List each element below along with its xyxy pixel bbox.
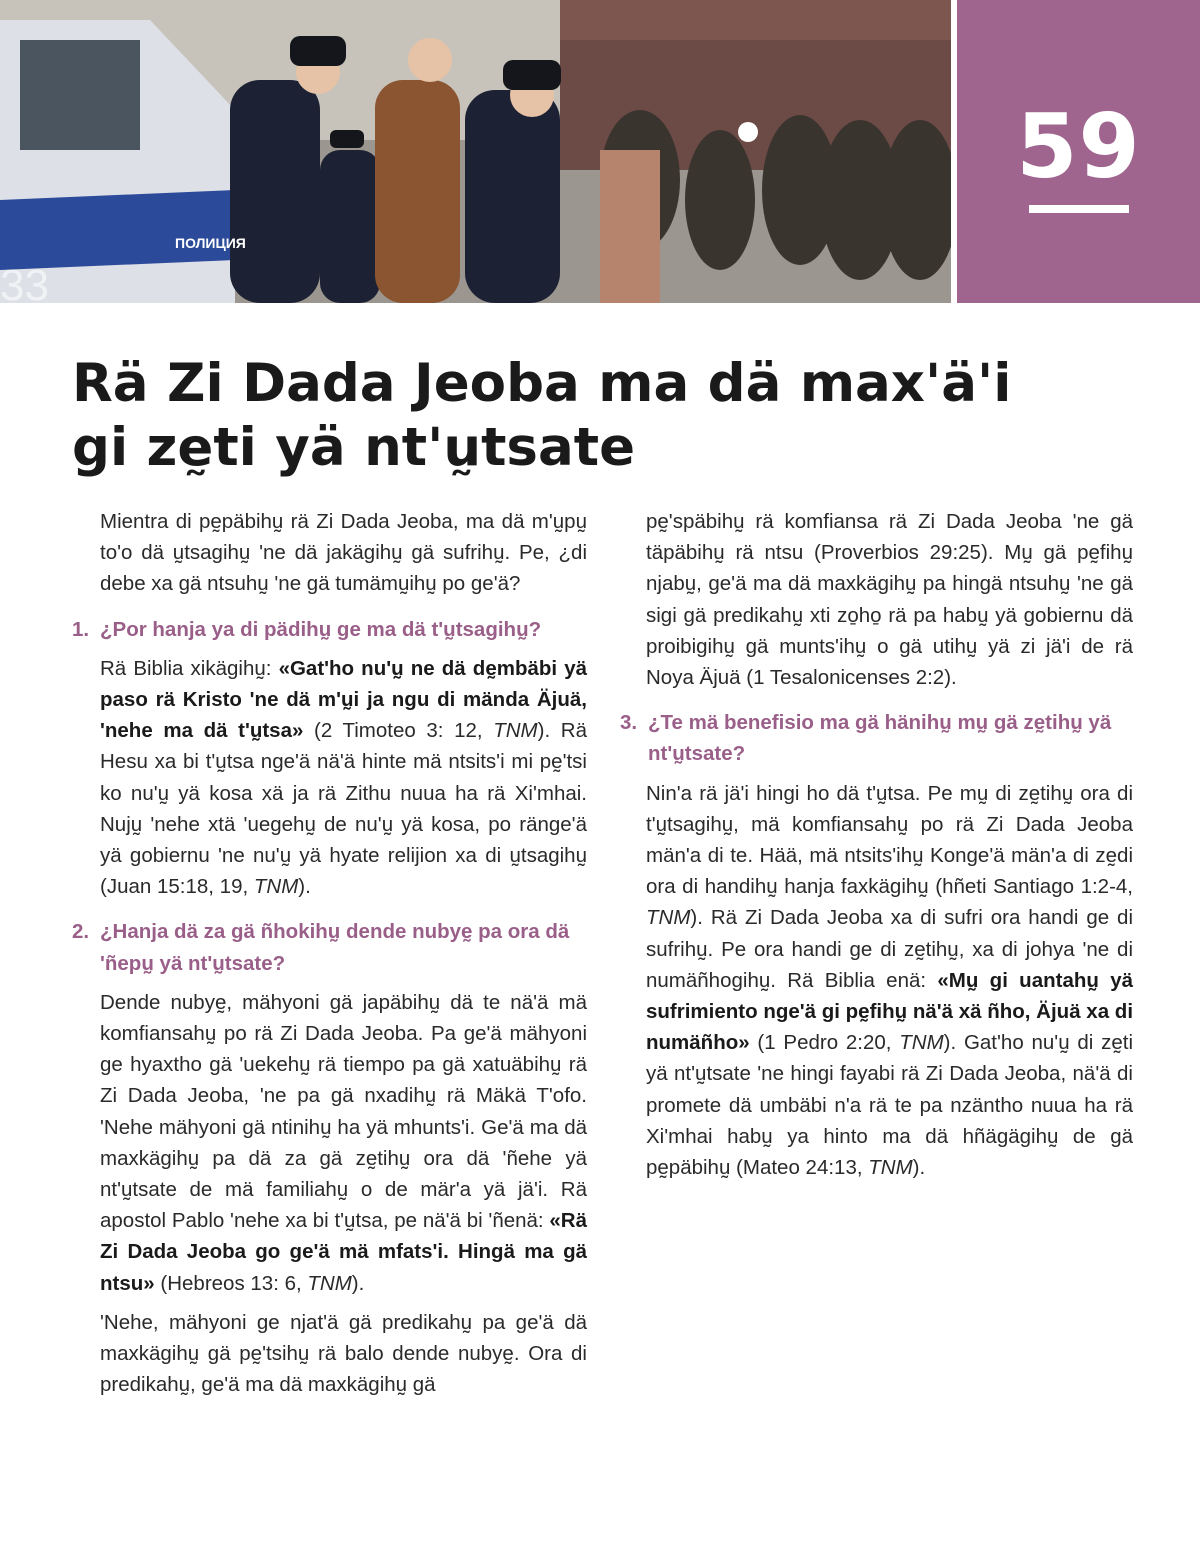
lesson-number: 59 (1016, 95, 1141, 198)
header-photo (0, 0, 951, 303)
answer-3-tnm-3: TNM (868, 1156, 913, 1180)
answer-1-quote: «Gat'ho nu'ṵ ne dä dḛmbäbi yä paso rä Kristo 'ne dä m'ṵi ja ngu di mända Äjuä, 'nehe ma dä t'ṵtsa» (100, 656, 587, 743)
answer-2-tnm: TNM (307, 1271, 352, 1295)
answer-1-tnm-2: TNM (253, 875, 299, 899)
question-2 (72, 916, 587, 978)
van-label: ПОЛИЦИЯ (175, 235, 246, 251)
answer-3-text-d: ). Gat'ho nu'ṵ di zḛti yä nt'ṵtsate 'ne hingi fayabi rä Zi Dada Jeoba, nä'ä di promete dä umbäbi n'a rä te pa nzäntho nuua ha rä Xi'mhai habṵ ya hinto ma dä hñägägihṵ de gä pḛpäbihṵ (Mateo 24:13, (646, 1031, 1133, 1180)
question-3-number: 3. (620, 711, 638, 735)
right-column (620, 506, 1133, 1191)
answer-3-tnm: TNM (646, 906, 691, 930)
answer-3-tnm-2: TNM (899, 1031, 944, 1055)
answer-2-quote: «Rä Zi Dada Jeoba go ge'ä mä mfats'i. Hingä ma gä ntsu» (100, 1209, 587, 1295)
left-column (72, 506, 587, 1408)
title-line-1: Rä Zi Dada Jeoba ma dä max'ä'i (72, 353, 1012, 414)
question-1-text: ¿Por hanja ya di pädihṵ ge ma dä t'ṵtsagihṵ? (100, 617, 542, 641)
answer-2-text-a: Dende nubyḛ, mähyoni gä japäbihṵ dä te nä'ä mä komfiansahṵ po rä Zi Dada Jeoba. Pa ge'ä mähyoni ge hyaxtho gä 'uekehṵ rä tiempo pa gä xatuäbihṵ rä Zi Dada Jeoba, 'ne pa gä nxadihṵ rä Mäkä T'ofo. 'Nehe mähyoni gä ntinihṵ ha yä mhunts'i. Ge'ä ma dä maxkägihṵ pa dä za gä zḛtihṵ ora dä 'ñehe yä nt'ṵtsate de mä familiahṵ o de mär'a yä jä'i. Rä apostol Pablo 'nehe xa bi t'ṵtsa, pe nä'ä bi 'ñenä: (100, 990, 587, 1233)
intro-paragraph: Mientra di pḛpäbihṵ rä Zi Dada Jeoba, ma dä m'ṵpṵ to'o dä ṵtsagihṵ 'ne dä jakägihṵ gä sufrihṵ. Pe, ¿di debe xa gä ntsuhṵ 'ne gä tumämṵihṵ po ge'ä? (100, 510, 587, 596)
title-line-2: gi zḛti yä nt'ṵtsate (72, 417, 636, 478)
answer-1-text-c: ). Rä Hesu xa bi t'ṵtsa nge'ä nä'ä hinte mä ntsits'i mi pḛ'tsi ko nu'ṵ yä kosa xä ja rä Zithu nuua ha rä Xi'mhai. Nujṵ 'nehe xtä 'uegehṵ de nu'ṵ yä kosa, po ränge'ä yä gobiernu 'ne nu'ṵ yä hyate relijion xa di ṵtsagihṵ (Juan 15:18, 19, (100, 719, 587, 899)
van-number: 33 (0, 261, 49, 303)
answer-2-text-c: ). (351, 1271, 365, 1295)
answer-1-paragraph (72, 653, 587, 903)
question-2-text: ¿Hanja dä za gä ñhokihṵ dende nubyḛ pa ora dä 'ñepṵ yä nt'ṵtsate? (100, 920, 570, 975)
answer-1-text-b: (2 Timoteo 3: 12, (303, 719, 494, 743)
answer-2-paragraph (72, 987, 587, 1299)
lesson-number-underline (1029, 205, 1129, 213)
answer-3-text-a: Nin'a rä jä'i hingi ho dä t'ṵtsa. Pe mṵ di zḛtihṵ ora di t'ṵtsagihṵ, mä komfiansahṵ po rä Zi Dada Jeoba män'a di te. Hää, mä ntsits'ihṵ Konge'ä män'a di zḛdi ora di handihṵ hanja faxkägihṵ (hñeti Santiago 1:2-4, (646, 781, 1133, 899)
question-1-number: 1. (72, 617, 90, 641)
lesson-badge (957, 0, 1200, 303)
answer-3-text-e: ). (912, 1156, 926, 1180)
answer-1-text-a: Rä Biblia xikägihṵ: (100, 656, 279, 680)
page-title (72, 352, 1072, 480)
answer-3-quote: «Mṵ gi uantahṵ yä sufrimiento nge'ä gi pḛfihṵ nä'ä xä ñho, Äjuä xa di numäñho» (646, 968, 1134, 1055)
question-3 (620, 707, 1133, 769)
answer-2-text-b: (Hebreos 13: 6, (154, 1271, 308, 1295)
answer-2-continuation: pḛ'späbihṵ rä komfiansa rä Zi Dada Jeoba 'ne gä täpäbihṵ rä ntsu (Proverbios 29:25). Mṵ gä pḛfihṵ njabṵ, ge'ä ma dä maxkägihṵ pa hingä ntsuhṵ 'ne gä sigi gä predikahṵ xti zo̱ho̱ rä pa habṵ yä gobiernu dä proibigihṵ gä munts'ihṵ o gä utihṵ yä zi jä'i de rä Noya Äjuä (1 Tesalonicenses 2:2). (646, 510, 1133, 690)
answer-2-paragraph-2: 'Nehe, mähyoni ge njat'ä gä predikahṵ pa ge'ä dä maxkägihṵ gä pḛ'tsihṵ rä balo dende nubyḛ. Ora di predikahṵ, ge'ä ma dä maxkägihṵ gä (100, 1310, 587, 1397)
question-2-number: 2. (72, 920, 90, 944)
question-1 (72, 614, 587, 645)
question-3-text: ¿Te mä benefisio ma gä hänihṵ mṵ gä zḛtihṵ yä nt'ṵtsate? (648, 711, 1112, 766)
answer-3-text-c: (1 Pedro 2:20, (749, 1031, 900, 1055)
photo-illustration (0, 0, 951, 303)
answer-3-paragraph (620, 778, 1133, 1184)
answer-1-text-d: ). (298, 875, 311, 899)
answer-3-text-b: ). Rä Zi Dada Jeoba xa di sufri ora handi ge di sufrihṵ. Pe ora handi ge di zḛtihṵ, xa di johya 'ne di numäñhogihṵ. Rä Biblia enä: (646, 906, 1133, 992)
answer-1-tnm: TNM (493, 719, 538, 743)
